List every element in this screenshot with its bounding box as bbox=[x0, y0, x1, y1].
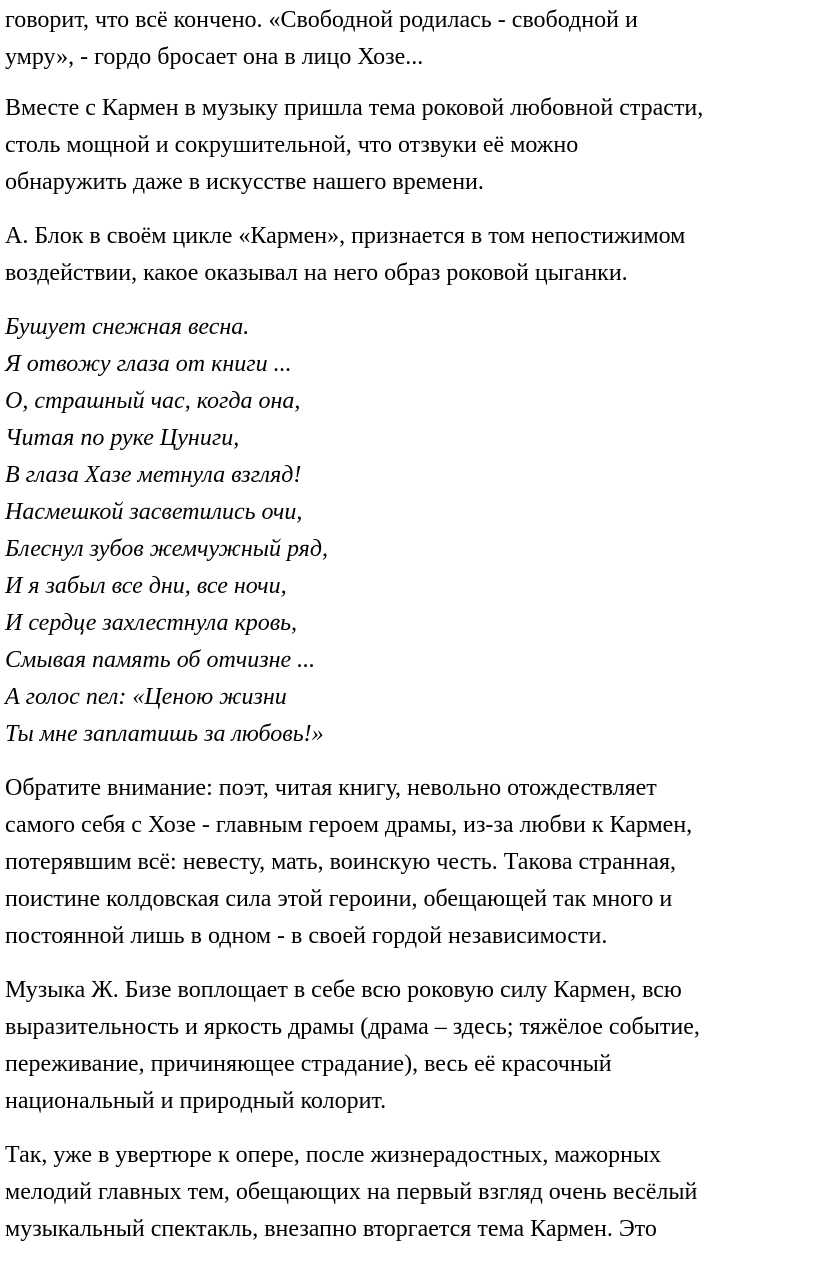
text-line: переживание, причиняющее страдание), весь её красочный bbox=[5, 1051, 612, 1077]
poem-line: И я забыл все дни, все ночи, bbox=[5, 573, 287, 599]
poem-line: О, страшный час, когда она, bbox=[5, 388, 301, 414]
text-line: выразительность и яркость драмы (драма – здесь; тяжёлое событие, bbox=[5, 1014, 700, 1040]
text-line: умру», - гордо бросает она в лицо Хозе... bbox=[5, 44, 424, 70]
text-line: воздействии, какое оказывал на него образ роковой цыганки. bbox=[5, 260, 628, 286]
text-line: потерявшим всё: невесту, мать, воинскую честь. Такова странная, bbox=[5, 849, 677, 875]
poem-line: Читая по руке Цуниги, bbox=[5, 425, 240, 451]
poem-line: А голос пел: «Ценою жизни bbox=[5, 684, 287, 710]
poem-line: Смывая память об отчизне ... bbox=[5, 647, 316, 673]
poem-line: Блеснул зубов жемчужный ряд, bbox=[5, 536, 328, 562]
text-line: столь мощной и сокрушительной, что отзвуки её можно bbox=[5, 132, 579, 158]
text-line: обнаружить даже в искусстве нашего времени. bbox=[5, 169, 484, 195]
text-line: мелодий главных тем, обещающих на первый взгляд очень весёлый bbox=[5, 1179, 698, 1205]
text-line: поистине колдовская сила этой героини, обещающей так много и bbox=[5, 886, 673, 912]
text-line: А. Блок в своём цикле «Кармен», признается в том непостижимом bbox=[5, 223, 686, 249]
poem-line: В глаза Хазе метнула взгляд! bbox=[5, 462, 302, 488]
text-line: Обратите внимание: поэт, читая книгу, невольно отождествляет bbox=[5, 775, 657, 801]
poem-line: Я отвожу глаза от книги ... bbox=[5, 351, 292, 377]
text-line: Так, уже в увертюре к опере, после жизнерадостных, мажорных bbox=[5, 1142, 662, 1168]
text-line: постоянной лишь в одном - в своей гордой независимости. bbox=[5, 923, 608, 949]
poem-line: Бушует снежная весна. bbox=[5, 314, 250, 340]
poem-line: И сердце захлестнула кровь, bbox=[5, 610, 298, 636]
poem-line: Ты мне заплатишь за любовь!» bbox=[5, 721, 324, 747]
text-line: Вместе с Кармен в музыку пришла тема роковой любовной страсти, bbox=[5, 95, 704, 121]
text-line: музыкальный спектакль, внезапно вторгается тема Кармен. Это bbox=[5, 1216, 657, 1242]
text-line: Музыка Ж. Бизе воплощает в себе всю роковую силу Кармен, всю bbox=[5, 977, 682, 1003]
text-line: национальный и природный колорит. bbox=[5, 1088, 387, 1114]
text-line: самого себя с Хозе - главным героем драмы, из-за любви к Кармен, bbox=[5, 812, 693, 838]
poem-line: Насмешкой засветились очи, bbox=[5, 499, 303, 525]
text-line: говорит, что всё кончено. «Свободной родилась - свободной и bbox=[5, 7, 638, 33]
